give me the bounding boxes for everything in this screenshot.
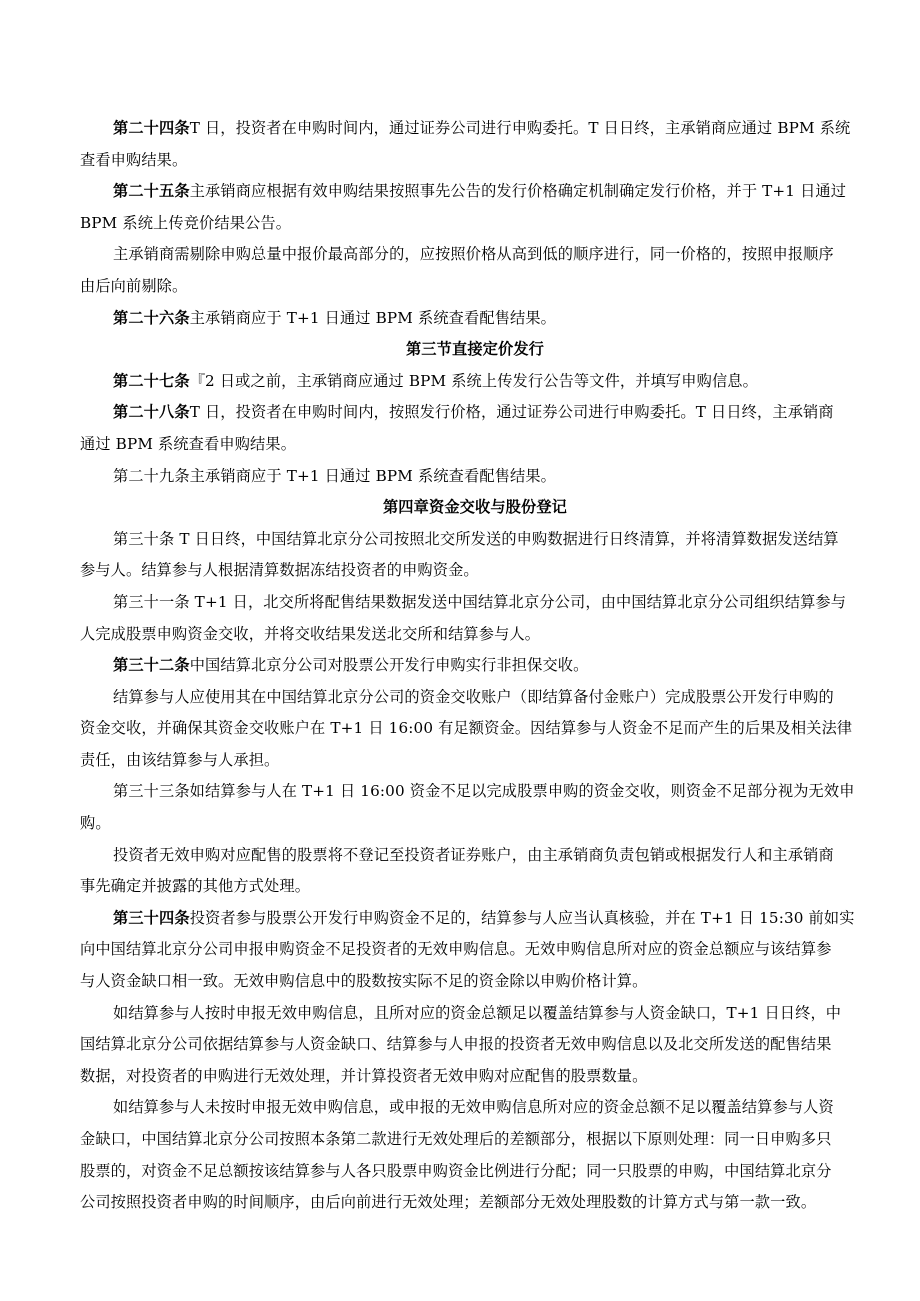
article-30 — [80, 524, 839, 587]
article-28 — [80, 397, 837, 460]
article-25-p2-text-2: 由后向前剔除。 — [80, 276, 188, 295]
article-31-text-1: 第三十一条 T+1 日，北交所将配售结果数据发送中国结算北京分公司，由中国结算北京分公司组织结算参与 — [113, 592, 847, 611]
article-25 — [80, 176, 847, 239]
article-25-p2-text-1: 主承销商需剔除申购总量中报价最高部分的，应按照价格从高到低的顺序进行，同一价格的，按照申报顺序 — [113, 245, 834, 264]
article-33-text-2: 购。 — [80, 814, 111, 833]
article-32-p2-text-2: 资金交收，并确保其资金交收账户在 T+1 日 16:00 有足额资金。因结算参与人资金不足而产生的后果及相关法律 — [80, 719, 853, 738]
article-34-p3-text-4: 公司按照投资者申购的时间顺序，由后向前进行无效处理；差额部分无效处理股数的计算方式与第一款一致。 — [80, 1193, 817, 1212]
article-31 — [80, 587, 847, 650]
article-24-text-2: 查看申购结果。 — [80, 150, 188, 169]
article-34-p3-text-3: 股票的，对资金不足总额按该结算参与人各只股票申购资金比例进行分配；同一只股票的申购，中国结算北京分 — [80, 1161, 832, 1180]
article-34-p3-text-1: 如结算参与人未按时申报无效申购信息，或申报的无效申购信息所对应的资金总额不足以覆盖结算参与人资 — [113, 1098, 834, 1117]
article-33-text-1: 第三十三条如结算参与人在 T+1 日 16:00 资金不足以完成股票申购的资金交收，则资金不足部分视为无效申 — [113, 782, 855, 801]
chapter-4-title: 第四章资金交收与股份登记 — [382, 498, 568, 517]
article-24-text-1: T 日，投资者在申购时间内，通过证券公司进行申购委托。T 日日终，主承销商应通过 BPM 系统 — [189, 119, 851, 137]
article-27-text-1: 『2 日或之前，主承销商应通过 BPM 系统上传发行公告等文件，并填写申购信息。 — [189, 371, 758, 390]
article-24 — [80, 113, 851, 176]
article-28-label: 第二十八条 — [113, 403, 190, 422]
article-30-text-1: 第三十条 T 日日终，中国结算北京分公司按照北交所发送的申购数据进行日终清算，并将清算数据发送结算 — [113, 529, 839, 548]
article-33-paragraph-2 — [80, 840, 837, 903]
article-31-text-2: 人完成股票申购资金交收，并将交收结果发送北交所和结算参与人。 — [80, 624, 541, 643]
document-body — [80, 113, 855, 1219]
article-26-text-1: 主承销商应于 T+1 日通过 BPM 系统查看配售结果。 — [189, 308, 557, 327]
article-34-p2-text-3: 数据，对投资者的申购进行无效处理，并计算投资者无效申购对应配售的股票数量。 — [80, 1066, 648, 1085]
article-34-text-2: 向中国结算北京分公司申报申购资金不足投资者的无效申购信息。无效申购信息所对应的资金总额应与该结算参 — [80, 940, 832, 959]
article-25-paragraph-2 — [80, 239, 837, 302]
article-34-p3-text-2: 金缺口，中国结算北京分公司按照本条第二款进行无效处理后的差额部分，根据以下原则处理：同一日申购多只 — [80, 1130, 832, 1148]
article-33 — [80, 776, 855, 839]
article-25-text-2: BPM 系统上传竞价结果公告。 — [80, 213, 292, 232]
article-34-p2-text-2: 国结算北京分公司依据结算参与人资金缺口、结算参与人申报的投资者无效申购信息以及北交所发送的配售结果 — [80, 1035, 832, 1054]
article-34-paragraph-2 — [80, 998, 842, 1093]
article-27-label: 第二十七条 — [113, 371, 190, 390]
article-32 — [113, 650, 837, 682]
article-32-paragraph-2 — [80, 682, 853, 777]
article-28-text-2: 通过 BPM 系统查看申购结果。 — [80, 434, 297, 453]
article-24-label: 第二十四条 — [113, 119, 190, 137]
section-3-title: 第三节直接定价发行 — [405, 340, 545, 359]
article-29 — [113, 461, 837, 493]
article-32-p2-text-3: 责任，由该结算参与人承担。 — [80, 750, 280, 769]
article-34-paragraph-3 — [80, 1092, 837, 1218]
article-26-label: 第二十六条 — [113, 308, 190, 327]
article-29-text-1: 第二十九条主承销商应于 T+1 日通过 BPM 系统查看配售结果。 — [113, 466, 557, 485]
article-32-label: 第三十二条 — [113, 656, 190, 675]
article-33-p2-text-2: 事先确定并披露的其他方式处理。 — [80, 877, 311, 896]
article-34-p2-text-1: 如结算参与人按时申报无效申购信息，且所对应的资金总额足以覆盖结算参与人资金缺口，T+1 日日终，中 — [113, 1003, 842, 1022]
article-34-label: 第三十四条 — [113, 908, 190, 927]
article-32-text-1: 中国结算北京分公司对股票公开发行申购实行非担保交收。 — [189, 656, 589, 675]
article-28-text-1: T 日，投资者在申购时间内，按照发行价格，通过证券公司进行申购委托。T 日日终，主承销商 — [189, 403, 834, 422]
article-34-text-3: 与人资金缺口相一致。无效申购信息中的股数按实际不足的资金除以申购价格计算。 — [80, 972, 648, 991]
article-32-p2-text-1: 结算参与人应使用其在中国结算北京分公司的资金交收账户（即结算备付金账户）完成股票公开发行申购的 — [113, 687, 834, 706]
article-27 — [113, 366, 837, 398]
article-25-label: 第二十五条 — [113, 182, 190, 201]
article-34-text-1: 投资者参与股票公开发行申购资金不足的，结算参与人应当认真核验，并在 T+1 日 15:30 前如实 — [189, 908, 855, 927]
article-34 — [80, 903, 855, 998]
article-30-text-2: 参与人。结算参与人根据清算数据冻结投资者的申购资金。 — [80, 561, 479, 580]
article-33-p2-text-1: 投资者无效申购对应配售的股票将不登记至投资者证券账户，由主承销商负责包销或根据发行人和主承销商 — [113, 845, 834, 864]
article-26 — [113, 303, 837, 335]
article-25-text-1: 主承销商应根据有效申购结果按照事先公告的发行价格确定机制确定发行价格，并于 T+1 日通过 — [189, 182, 847, 201]
